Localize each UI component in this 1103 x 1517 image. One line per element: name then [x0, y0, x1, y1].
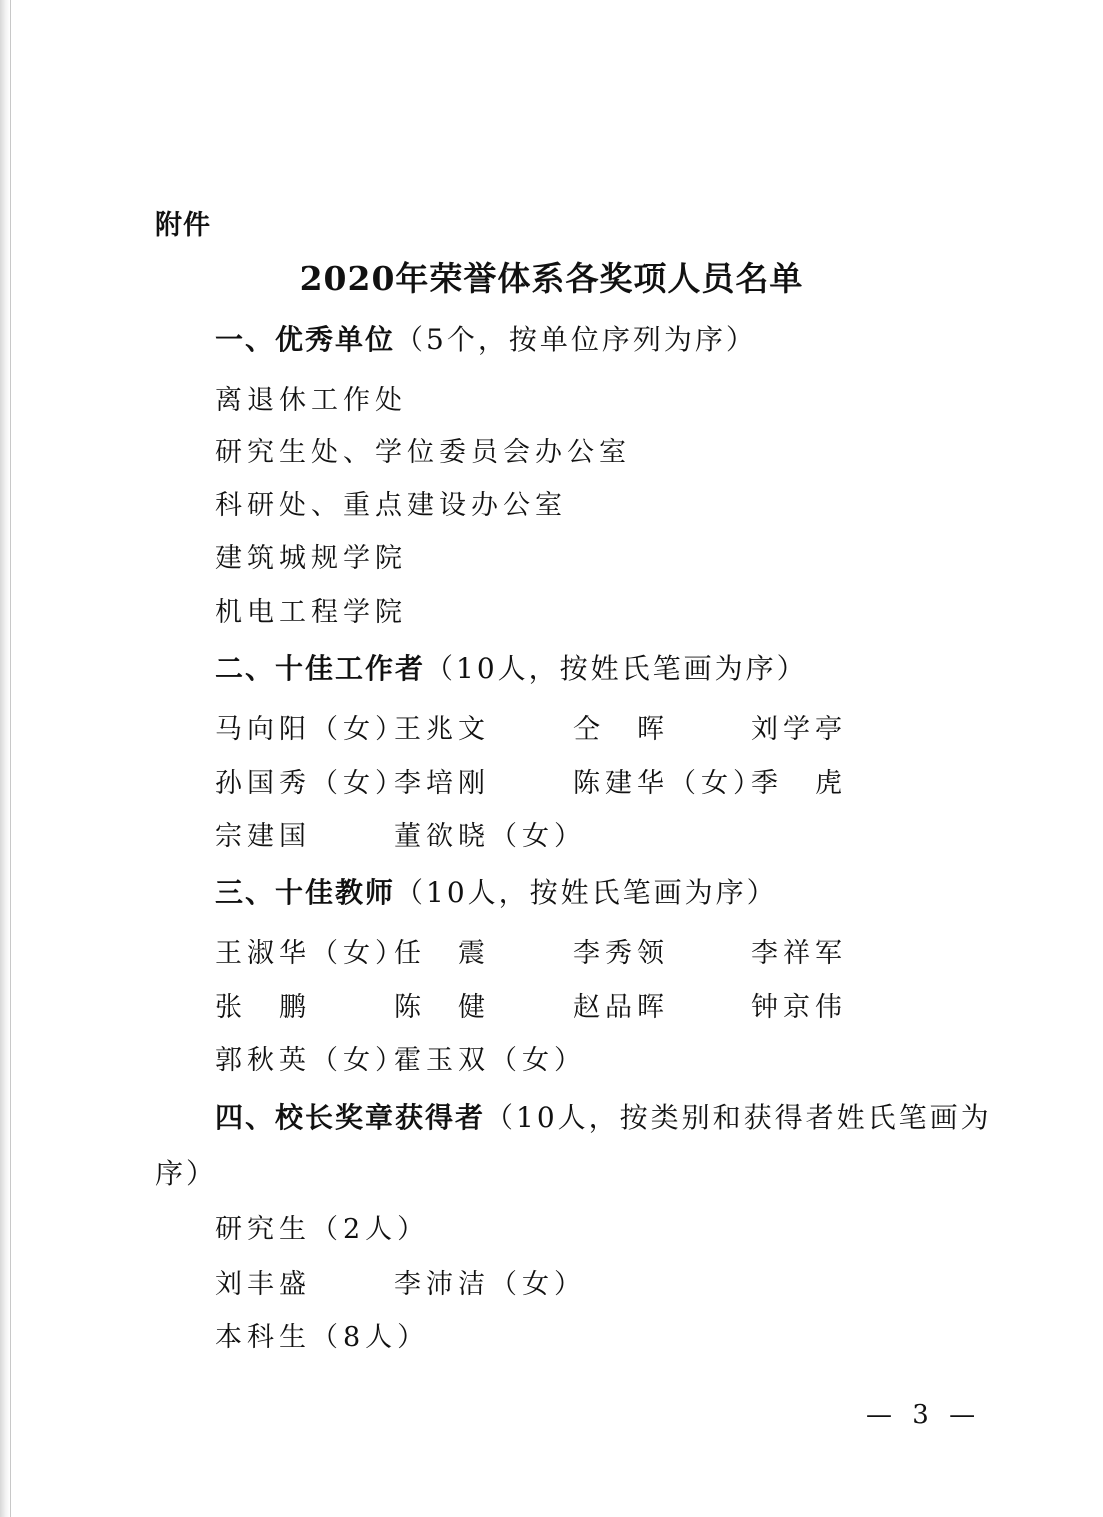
person-name: 钟京伟 [751, 992, 847, 1023]
group-label: 本科生（8人） [215, 1322, 430, 1353]
name-row [0, 931, 1103, 971]
person-name: 马向阳（女） [215, 714, 407, 745]
person-name: 刘丰盛 [215, 1269, 311, 1300]
section-heading-text: 三、十佳教师 [215, 876, 396, 909]
name-row [0, 707, 1103, 747]
person-name: 霍玉双（女） [394, 1045, 586, 1076]
unit-line: 离退休工作处 [215, 385, 407, 416]
person-name: 陈建华（女） [573, 768, 765, 799]
name-row [0, 1038, 1103, 1078]
person-name: 李沛洁（女） [394, 1269, 586, 1300]
section-heading-note-wrap: 序） [155, 1157, 218, 1190]
group-label: 研究生（2人） [215, 1214, 430, 1245]
section-heading-2 [215, 647, 808, 687]
person-name: 孙国秀（女） [215, 768, 407, 799]
unit-line: 科研处、重点建设办公室 [215, 490, 567, 521]
person-name: 陈 健 [394, 992, 490, 1023]
person-name: 张 鹏 [215, 992, 311, 1023]
section-heading-note: （10人，按类别和获得者姓氏笔画为 [485, 1101, 992, 1134]
person-name: 赵品晖 [573, 992, 669, 1023]
section-heading-text: 二、十佳工作者 [215, 652, 426, 685]
unit-line: 机电工程学院 [215, 597, 407, 628]
name-row [0, 985, 1103, 1025]
section-heading-1 [215, 318, 757, 358]
section-heading-note: （5个，按单位序列为序） [395, 323, 757, 356]
section-heading-text: 四、校长奖章获得者 [215, 1101, 486, 1134]
name-row [0, 1262, 1103, 1302]
person-name: 李祥军 [751, 938, 847, 969]
person-name: 季 虎 [751, 768, 847, 799]
name-row [0, 814, 1103, 854]
person-name: 董欲晓（女） [394, 821, 586, 852]
section-heading-note: （10人，按姓氏笔画为序） [425, 652, 808, 685]
person-name: 仝 晖 [573, 714, 669, 745]
section-heading-3 [215, 871, 778, 911]
name-row [0, 761, 1103, 801]
section-heading-4 [215, 1096, 992, 1136]
person-name: 李秀领 [573, 938, 669, 969]
page-number: — 3 — [866, 1400, 982, 1430]
unit-line: 研究生处、学位委员会办公室 [215, 437, 631, 468]
person-name: 王兆文 [394, 714, 490, 745]
person-name: 王淑华（女） [215, 938, 407, 969]
section-heading-text: 一、优秀单位 [215, 323, 396, 356]
unit-line: 建筑城规学院 [215, 543, 407, 574]
document-title: 2020年荣誉体系各奖项人员名单 [299, 259, 804, 298]
section-heading-note: （10人，按姓氏笔画为序） [395, 876, 778, 909]
person-name: 郭秋英（女） [215, 1045, 407, 1076]
person-name: 任 震 [394, 938, 490, 969]
person-name: 李培刚 [394, 768, 490, 799]
person-name: 宗建国 [215, 821, 311, 852]
attachment-label: 附件 [155, 210, 211, 241]
person-name: 刘学亭 [751, 714, 847, 745]
